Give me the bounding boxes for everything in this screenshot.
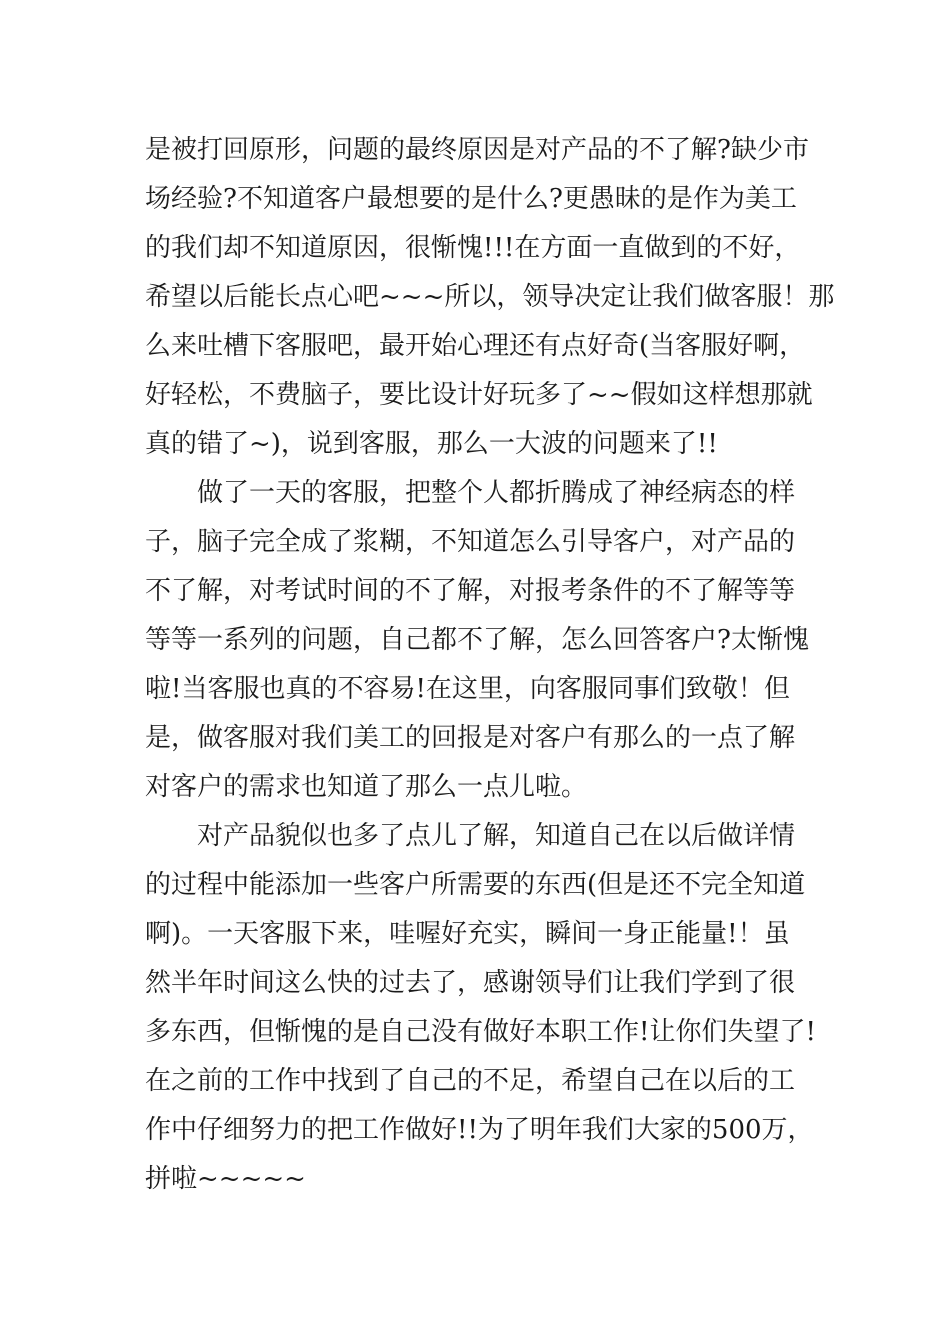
text-line: 是被打回原形，问题的最终原因是对产品的不了解?缺少市 xyxy=(145,135,809,165)
text-line: 是，做客服对我们美工的回报是对客户有那么的一点了解 xyxy=(145,723,796,753)
paragraph-start-line: 做了一天的客服，把整个人都折腾成了神经病态的样 xyxy=(197,478,796,508)
text-line: 真的错了~)，说到客服，那么一大波的问题来了!! xyxy=(145,429,718,459)
text-line: 子，脑子完全成了浆糊，不知道怎么引导客户，对产品的 xyxy=(145,527,796,557)
paragraph-start-line: 对产品貌似也多了点儿了解，知道自己在以后做详情 xyxy=(197,821,796,851)
text-line: 拼啦~~~~~ xyxy=(145,1164,306,1194)
text-line: 不了解，对考试时间的不了解，对报考条件的不了解等等 xyxy=(145,576,796,606)
text-line: 场经验?不知道客户最想要的是什么?更愚昧的是作为美工 xyxy=(145,184,797,214)
text-line: 然半年时间这么快的过去了，感谢领导们让我们学到了很 xyxy=(145,968,796,998)
text-line: 作中仔细努力的把工作做好!!为了明年我们大家的500万， xyxy=(145,1115,814,1145)
text-line: 多东西，但惭愧的是自己没有做好本职工作!让你们失望了! xyxy=(145,1017,816,1047)
text-line: 好轻松，不费脑子，要比设计好玩多了~~假如这样想那就 xyxy=(145,380,813,410)
text-line: 么来吐槽下客服吧，最开始心理还有点好奇(当客服好啊， xyxy=(145,331,806,361)
text-line: 等等一系列的问题，自己都不了解，怎么回答客户?太惭愧 xyxy=(145,625,809,655)
text-line: 的过程中能添加一些客户所需要的东西(但是还不完全知道 xyxy=(145,870,806,900)
body-text xyxy=(145,126,835,1204)
text-line: 对客户的需求也知道了那么一点儿啦。 xyxy=(145,772,588,802)
text-line: 在之前的工作中找到了自己的不足，希望自己在以后的工 xyxy=(145,1066,796,1096)
text-line: 啊)。一天客服下来，哇喔好充实，瞬间一身正能量!！虽 xyxy=(145,919,790,949)
text-line: 希望以后能长点心吧~~~所以，领导决定让我们做客服！那 xyxy=(145,282,835,312)
text-line: 啦!当客服也真的不容易!在这里，向客服同事们致敬！但 xyxy=(145,674,790,704)
text-line: 的我们却不知道原因，很惭愧!!!在方面一直做到的不好， xyxy=(145,233,801,263)
